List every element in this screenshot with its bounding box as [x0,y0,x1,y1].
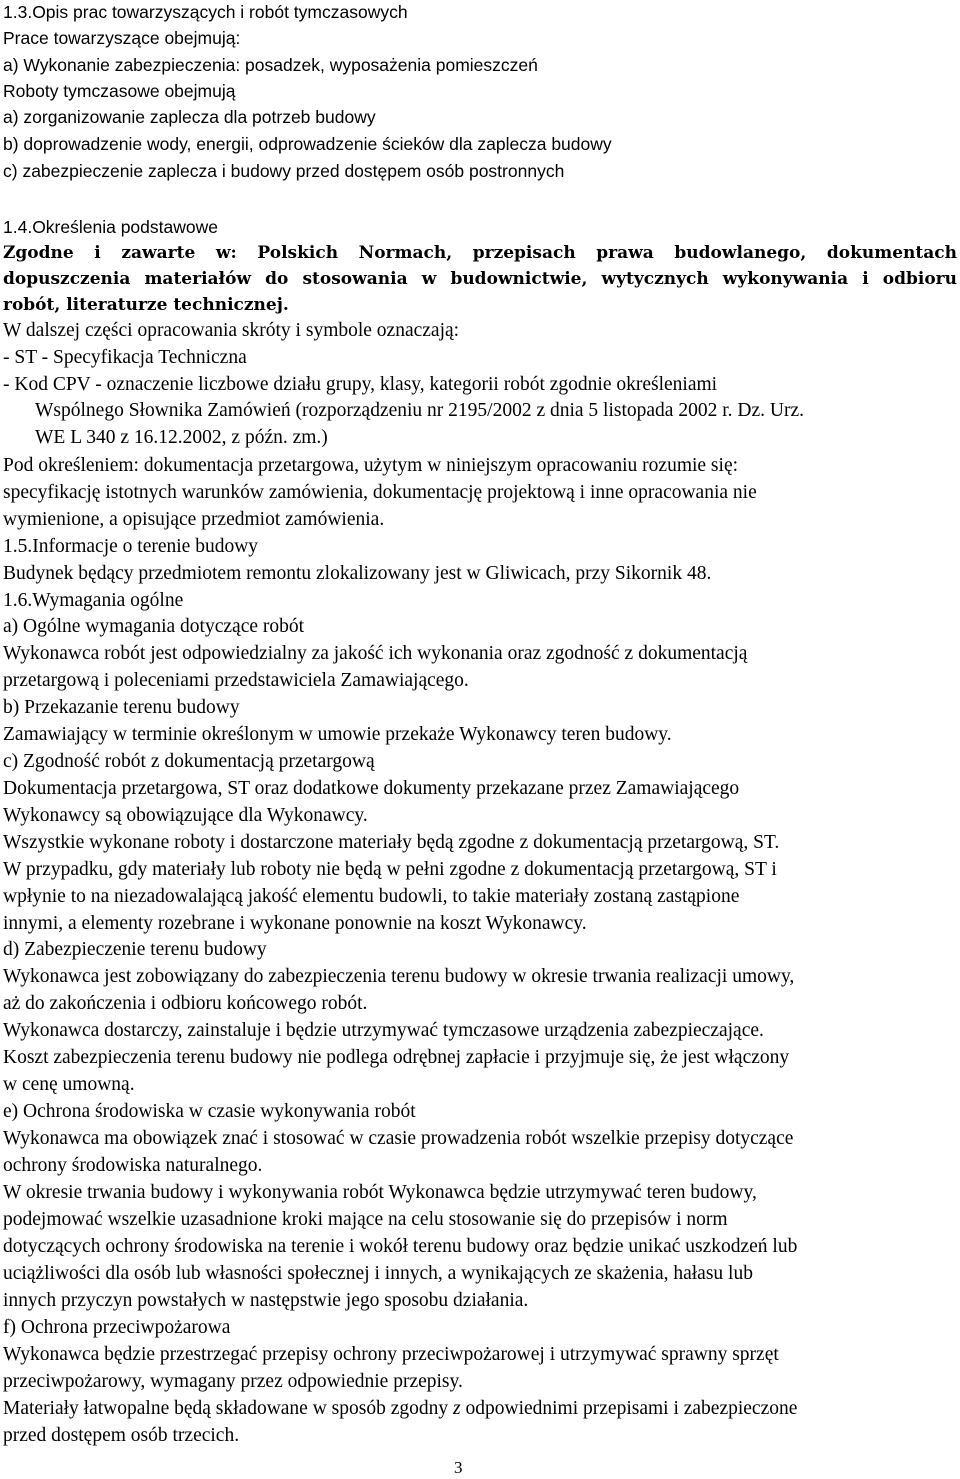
text-line: specyfikację istotnych warunków zamówienia, dokumentację projektową i inne opracowania nie [3,482,757,503]
subsection-heading: b) Przekazanie terenu budowy [3,697,240,718]
text-line: Dokumentacja przetargowa, ST oraz dodatkowe dokumenty przekazane przez Zamawiającego [3,778,740,799]
text-line: innymi, a elementy rozebrane i wykonane ponownie na koszt Wykonawcy. [3,913,587,934]
text-line: innych przyczyn powstałych w następstwie jego sposobu działania. [3,1290,529,1311]
text-line: Zamawiający w terminie określonym w umowie przekaże Wykonawcy teren budowy. [3,724,672,745]
list-item: b) doprowadzenie wody, energii, odprowadzenie ścieków dla zaplecza budowy [3,134,612,154]
text-line: Pod określeniem: dokumentacja przetargowa, użytym w niniejszym opracowaniu rozumie się: [3,455,739,476]
text-line: Wykonawcy są obowiązujące dla Wykonawcy. [3,805,368,826]
text-line: Budynek będący przedmiotem remontu zlokalizowany jest w Gliwicach, przy Sikornik 48. [3,563,712,584]
text-line: Wykonawca robót jest odpowiedzialny za jakość ich wykonania oraz zgodność z dokumentacją [3,643,748,664]
subsection-heading: f) Ochrona przeciwpożarowa [3,1317,231,1338]
section-heading-1-5: 1.5.Informacje o terenie budowy [3,536,259,557]
text-segment: odpowiednimi przepisami i zabezpieczone [460,1398,798,1419]
text-line: przetargową i poleceniami przedstawiciela Zamawiającego. [3,670,469,691]
section-heading-1-6: 1.6.Wymagania ogólne [3,590,184,611]
italic-letter: z [453,1398,461,1419]
text-line: W okresie trwania budowy i wykonywania robót Wykonawca będzie utrzymywać teren budowy, [3,1182,757,1203]
bold-text-line: robót, literaturze technicznej. [3,295,289,315]
list-item: a) Wykonanie zabezpieczenia: posadzek, wyposażenia pomieszczeń [3,55,538,75]
text-line: Wykonawca jest zobowiązany do zabezpieczenia terenu budowy w okresie trwania realizacji umowy, [3,966,795,987]
subsection-heading: d) Zabezpieczenie terenu budowy [3,939,267,960]
section-heading-1-4: 1.4.Określenia podstawowe [3,217,218,237]
list-item-continuation: Wspólnego Słownika Zamówień (rozporządzeniu nr 2195/2002 z dnia 5 listopada 2002 r. Dz. Urz. [35,400,804,421]
section-heading-1-3: 1.3.Opis prac towarzyszących i robót tymczasowych [3,2,408,22]
text-line: podejmować wszelkie uzasadnione kroki mające na celu stosowanie się do przepisów i norm [3,1209,728,1230]
text-line: Roboty tymczasowe obejmują [3,81,236,101]
text-line: Wykonawca będzie przestrzegać przepisy ochrony przeciwpożarowej i utrzymywać sprawny sprzęt [3,1344,779,1365]
text-line: W dalszej części opracowania skróty i symbole oznaczają: [3,320,460,341]
bold-text-line: dopuszczenia materiałów do stosowania w budownictwie, wytycznych wykonywania i odbioru [3,269,957,289]
subsection-heading: c) Zgodność robót z dokumentacją przetargową [3,751,375,772]
text-line: ochrony środowiska naturalnego. [3,1155,263,1176]
text-line [3,1396,797,1422]
text-line: przeciwpożarowy, wymagany przez odpowiednie przepisy. [3,1371,463,1392]
list-item: a) zorganizowanie zaplecza dla potrzeb budowy [3,107,376,127]
text-line: wymienione, a opisujące przedmiot zamówienia. [3,509,385,530]
text-line: dotyczących ochrony środowiska na terenie i wokół terenu budowy oraz będzie unikać uszkodzeń lub [3,1236,798,1257]
text-line: Wszystkie wykonane roboty i dostarczone materiały będą zgodne z dokumentacją przetargową, ST. [3,832,780,853]
list-item: c) zabezpieczenie zaplecza i budowy przed dostępem osób postronnych [3,161,565,181]
text-line: Koszt zabezpieczenia terenu budowy nie podlega odrębnej zapłacie i przyjmuje się, że jest włączony [3,1047,790,1068]
list-item-continuation: WE L 340 z 16.12.2002, z późn. zm.) [35,427,328,448]
subsection-heading: e) Ochrona środowiska w czasie wykonywania robót [3,1101,416,1122]
text-line: przed dostępem osób trzecich. [3,1425,240,1446]
text-line: aż do zakończenia i odbioru końcowego robót. [3,993,368,1014]
page-number: 3 [454,1458,463,1477]
text-line: wpłynie to na niezadowalającą jakość elementu budowli, to takie materiały zostaną zastąpione [3,886,740,907]
text-segment: Materiały łatwopalne będą składowane w sposób zgodny [3,1398,454,1419]
text-line: uciążliwości dla osób lub własności społecznej i innych, a wynikających ze skażenia, hałasu lub [3,1263,753,1284]
text-line: w cenę umowną. [3,1074,135,1095]
bold-text-line: Zgodne i zawarte w: Polskich Normach, przepisach prawa budowlanego, dokumentach [3,243,957,263]
subsection-heading: a) Ogólne wymagania dotyczące robót [3,616,305,637]
text-line: Wykonawca dostarczy, zainstaluje i będzie utrzymywać tymczasowe urządzenia zabezpieczające. [3,1020,764,1041]
list-item: - ST - Specyfikacja Techniczna [3,347,247,368]
text-line: Wykonawca ma obowiązek znać i stosować w czasie prowadzenia robót wszelkie przepisy dotyczące [3,1128,794,1149]
text-line: Prace towarzyszące obejmują: [3,28,241,48]
list-item: - Kod CPV - oznaczenie liczbowe działu grupy, klasy, kategorii robót zgodnie określeniami [3,374,718,395]
text-line: W przypadku, gdy materiały lub roboty nie będą w pełni zgodne z dokumentacją przetargową, ST i [3,859,777,880]
